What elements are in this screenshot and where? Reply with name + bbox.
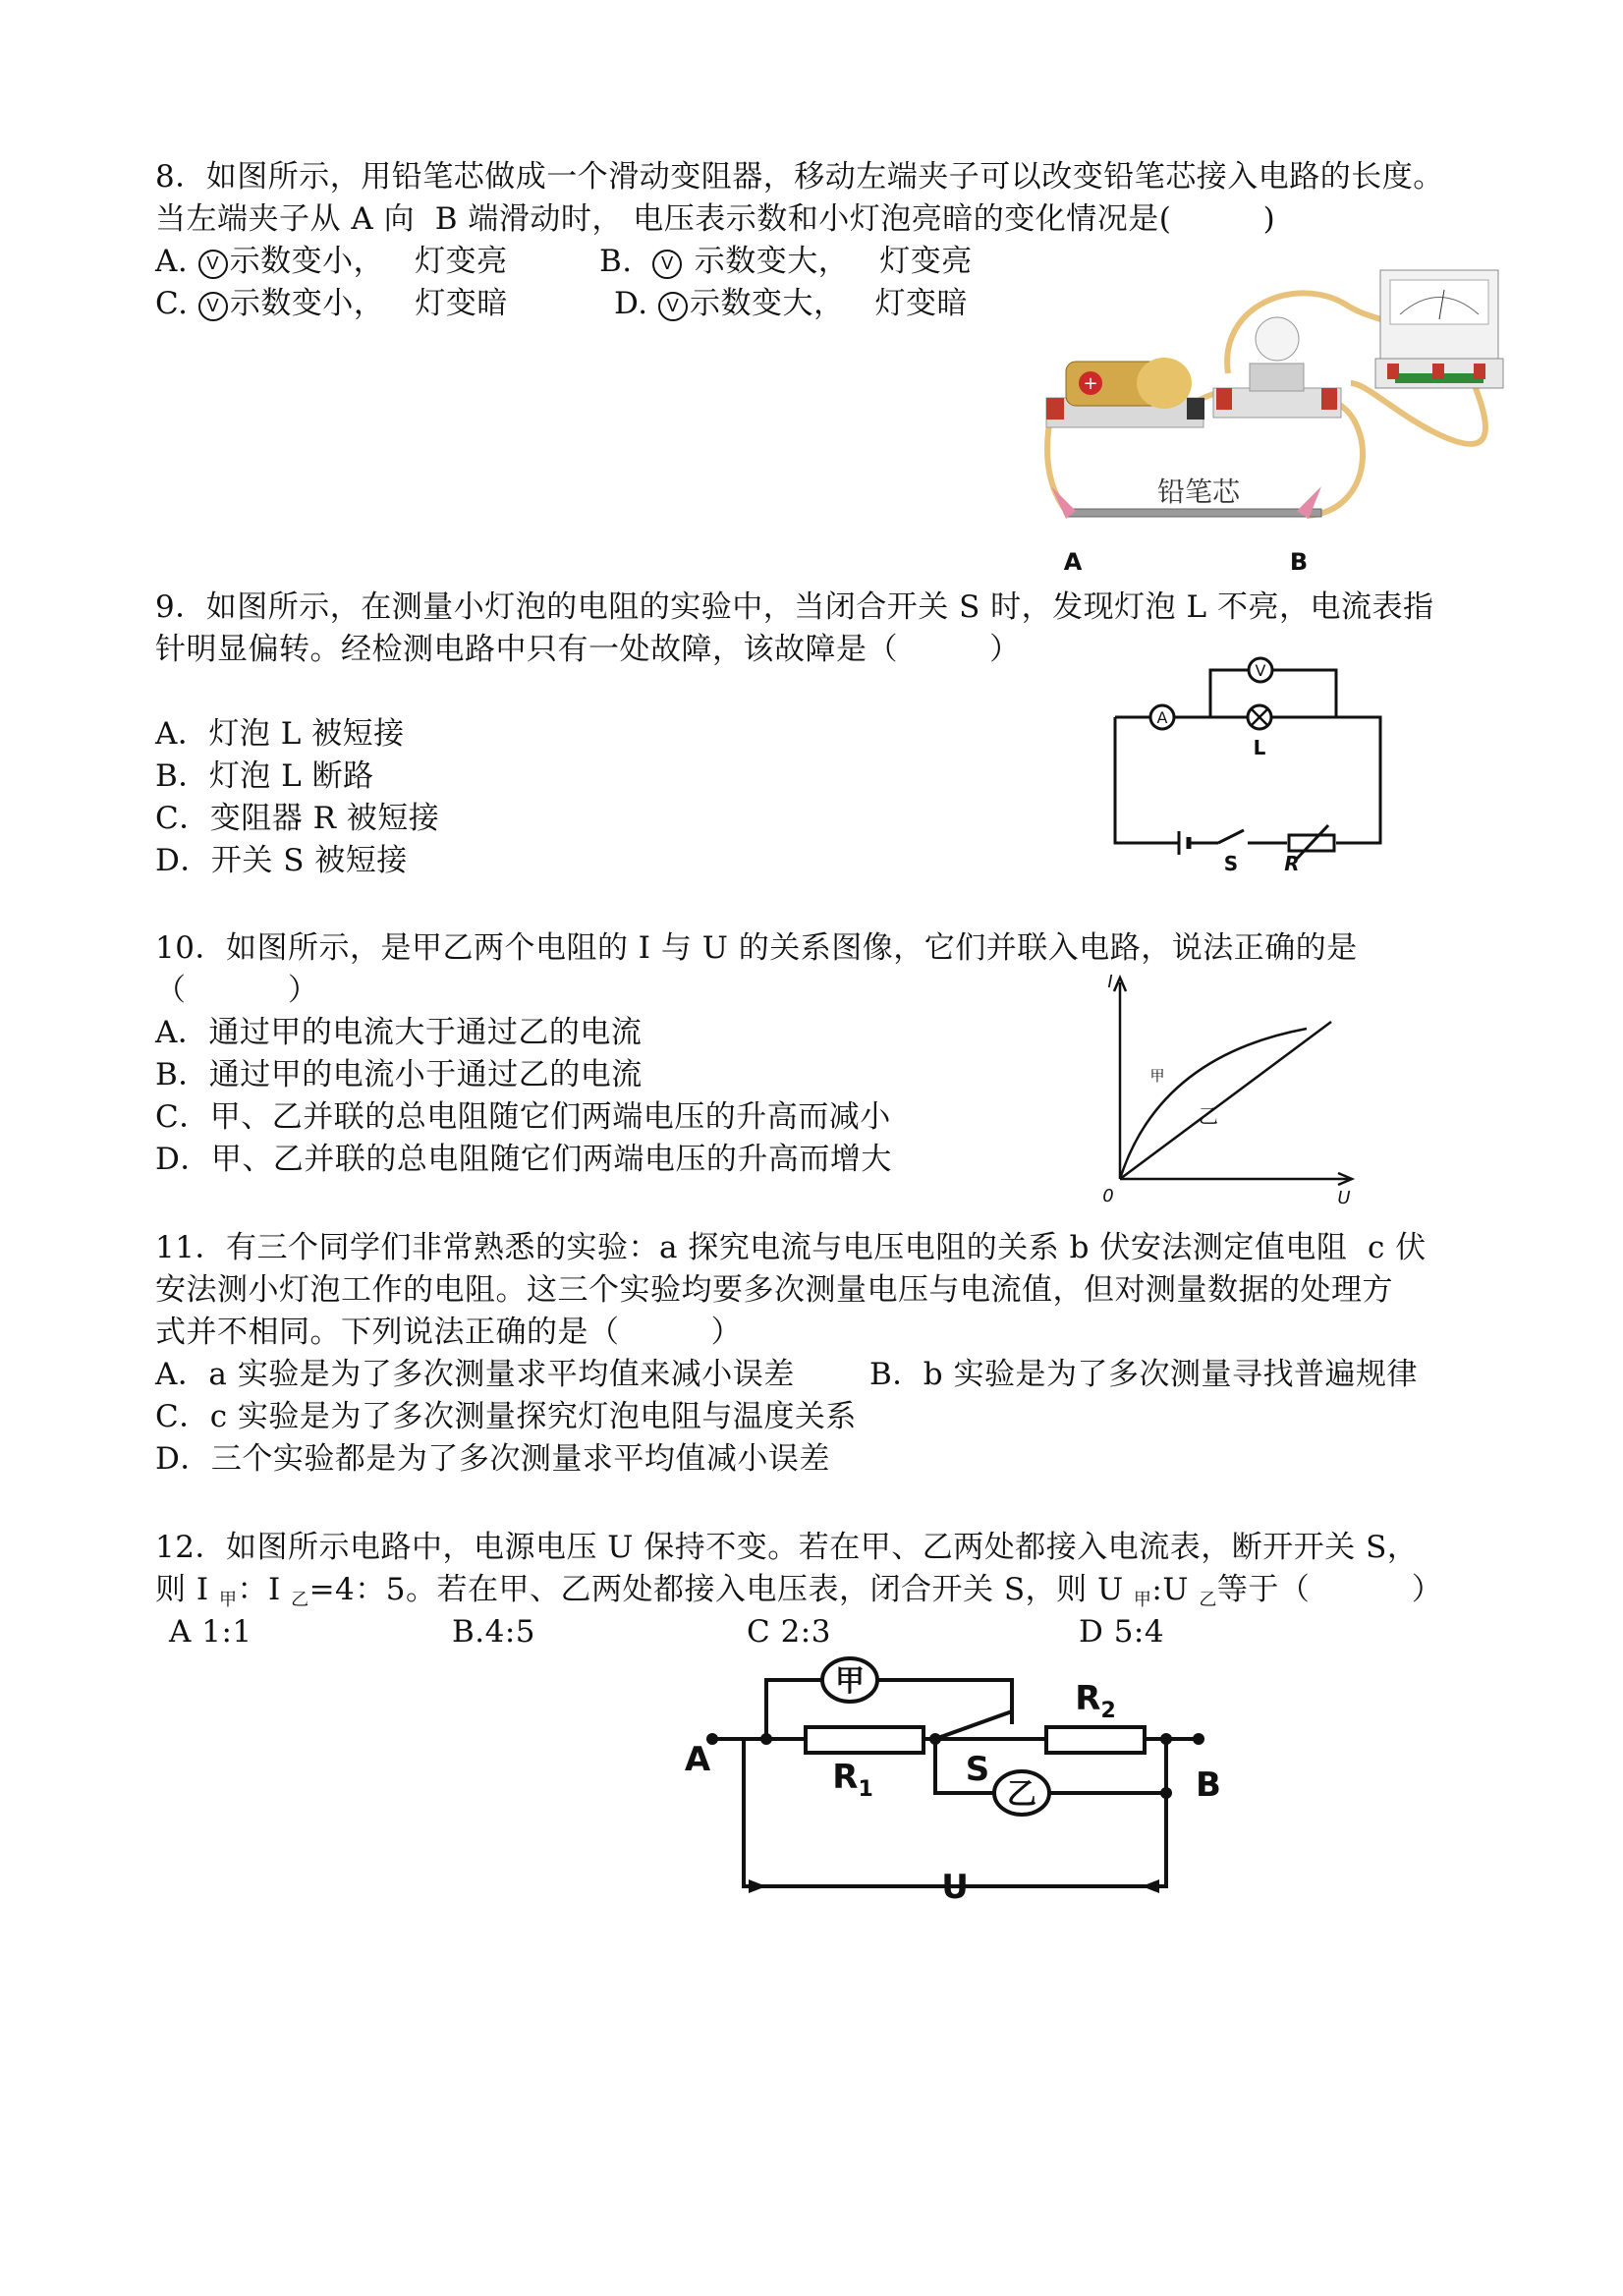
- q9-circuit-diagram: [1100, 648, 1395, 884]
- option-text: 示数变小， 灯变亮: [229, 244, 508, 279]
- q8-option-b: [599, 242, 973, 281]
- ammeter-icon: [1150, 705, 1174, 729]
- q12-stem-line1: 12．如图所示电路中，电源电压 U 保持不变。若在甲、乙两处都接入电流表，断开开关 S，: [155, 1530, 1419, 1565]
- q9-option-c: C．变阻器 R 被短接: [155, 801, 440, 836]
- subscript-jia: 甲: [1133, 1590, 1152, 1610]
- line-yi: [1120, 1022, 1331, 1179]
- voltage-u-label: U: [941, 1868, 969, 1907]
- stem-text: 等于（ ）: [1216, 1572, 1443, 1607]
- junction-dot: [1160, 1787, 1172, 1799]
- point-b-label: B: [1289, 548, 1309, 576]
- stem-text: =4：5。若在甲、乙两处都接入电压表，闭合开关 S，则 U: [308, 1572, 1134, 1607]
- resistor-r2: [1046, 1727, 1145, 1753]
- point-a-label: A: [1063, 548, 1083, 576]
- option-text: 示数变大， 灯变暗: [689, 286, 969, 321]
- u-axis-label: U: [1337, 1188, 1351, 1208]
- q11-stem-line1: 11．有三个同学们非常熟悉的实验：a 探究电流与电压电阻的关系 b 伏安法测定值电阻 c 伏: [155, 1230, 1427, 1265]
- terminal-b-dot: [1193, 1733, 1204, 1745]
- line-yi-label: 乙: [1199, 1104, 1218, 1128]
- rheostat-label: R: [1284, 852, 1300, 875]
- q12-option-b: B.4:5: [452, 1614, 536, 1650]
- q9-stem-line1: 9．如图所示，在测量小灯泡的电阻的实验中，当闭合开关 S 时，发现灯泡 L 不亮，电流表指: [155, 589, 1434, 625]
- meter-jia-label: 甲: [835, 1664, 865, 1699]
- q11-option-b: B．b 实验是为了多次测量寻找普遍规律: [869, 1357, 1418, 1392]
- q11-option-c: C．c 实验是为了多次测量探究灯泡电阻与温度关系: [155, 1399, 857, 1434]
- meter-yi-label: 乙: [1007, 1777, 1036, 1812]
- switch-label: S: [965, 1750, 990, 1789]
- q12-option-a: A 1:1: [169, 1614, 252, 1650]
- q9-stem-line2: 针明显偏转。经检测电路中只有一处故障，该故障是（ ）: [155, 632, 1021, 667]
- voltmeter-symbol-icon: V: [658, 292, 688, 321]
- subscript-yi: 乙: [291, 1590, 309, 1610]
- junction-dot: [760, 1733, 772, 1745]
- pencil-lead: [1066, 509, 1321, 517]
- ammeter-label: A: [1156, 708, 1168, 727]
- meter-yi-icon: [994, 1771, 1049, 1815]
- arrow-left-icon: [749, 1879, 766, 1893]
- option-label: B.: [599, 244, 633, 279]
- q10-option-c: C．甲、乙并联的总电阻随它们两端电压的升高而减小: [155, 1099, 891, 1135]
- wire: [1351, 383, 1485, 444]
- q11-stem-line3: 式并不相同。下列说法正确的是（ ）: [155, 1315, 743, 1350]
- r1-subscript: 1: [858, 1777, 873, 1802]
- resistor-r1-label: [832, 1758, 873, 1802]
- q10-option-d: D．甲、乙并联的总电阻随它们两端电压的升高而增大: [155, 1142, 892, 1177]
- svg-text:+: +: [1083, 373, 1098, 394]
- lamp-icon: [1248, 705, 1271, 729]
- option-label: D.: [614, 286, 648, 321]
- stem-text: ：I: [237, 1572, 292, 1607]
- junction-dot: [1160, 1733, 1172, 1745]
- junction-dot: [929, 1733, 941, 1745]
- voltmeter-icon: [1375, 270, 1503, 388]
- resistor-r1: [806, 1727, 923, 1753]
- q8-circuit-photo: [1022, 265, 1513, 580]
- origin-label: 0: [1102, 1186, 1114, 1206]
- q8-option-a: [155, 242, 508, 281]
- q10-option-b: B．通过甲的电流小于通过乙的电流: [155, 1057, 643, 1092]
- q9-option-d: D．开关 S 被短接: [155, 843, 408, 878]
- q11-option-d: D．三个实验都是为了多次测量求平均值减小误差: [155, 1441, 830, 1477]
- meter-jia-icon: [822, 1658, 877, 1702]
- subscript-jia: 甲: [218, 1590, 238, 1610]
- battery-icon: [1046, 358, 1204, 427]
- arrow-right-icon: [1142, 1879, 1159, 1893]
- curve-jia-label: 甲: [1149, 1067, 1165, 1085]
- option-label: C.: [155, 286, 189, 321]
- terminal-b-label: B: [1196, 1765, 1221, 1805]
- q12-option-c: C 2:3: [747, 1614, 831, 1650]
- subscript-yi: 乙: [1199, 1590, 1217, 1610]
- switch-label: S: [1223, 852, 1239, 875]
- q8-option-d: [614, 284, 968, 323]
- q8-stem-line1: 8．如图所示，用铅笔芯做成一个滑动变阻器，移动左端夹子可以改变铅笔芯接入电路的长度。: [155, 159, 1444, 195]
- r2-letter: R: [1075, 1679, 1101, 1718]
- stem-text: :U: [1151, 1572, 1200, 1607]
- q9-option-a: A．灯泡 L 被短接: [155, 716, 405, 752]
- q9-option-b: B．灯泡 L 断路: [155, 758, 374, 794]
- voltmeter-symbol-icon: V: [198, 250, 228, 279]
- i-axis-label: I: [1107, 972, 1113, 992]
- r1-letter: R: [832, 1758, 859, 1797]
- q11-stem-line2: 安法测小灯泡工作的电阻。这三个实验均要多次测量电压与电流值，但对测量数据的处理方: [155, 1272, 1393, 1308]
- q10-stem-line1: 10．如图所示，是甲乙两个电阻的 I 与 U 的关系图像，它们并联入电路，说法正确的是: [155, 930, 1358, 966]
- option-text: 示数变大， 灯变亮: [684, 244, 973, 279]
- q10-iu-graph: [1081, 968, 1375, 1213]
- voltmeter-icon: [1249, 658, 1272, 682]
- q12-circuit-diagram: [678, 1651, 1238, 1916]
- r2-subscript: 2: [1100, 1699, 1116, 1723]
- voltmeter-symbol-icon: V: [198, 292, 228, 321]
- option-label: A.: [155, 244, 189, 279]
- lamp-label: L: [1253, 736, 1266, 759]
- q11-option-a: A．a 实验是为了多次测量求平均值来减小误差: [155, 1357, 795, 1392]
- pencil-label: 铅笔芯: [1156, 476, 1241, 508]
- q8-option-c: [155, 284, 508, 323]
- resistor-r2-label: [1075, 1679, 1116, 1723]
- q10-stem-line2: （ ）: [155, 973, 319, 1008]
- terminal-a-label: A: [684, 1740, 711, 1779]
- voltmeter-label: V: [1255, 661, 1266, 680]
- q10-option-a: A．通过甲的电流大于通过乙的电流: [155, 1015, 643, 1050]
- stem-text: 则 I: [155, 1572, 219, 1607]
- option-text: 示数变小， 灯变暗: [229, 286, 508, 321]
- q12-option-d: D 5:4: [1079, 1614, 1165, 1650]
- voltmeter-symbol-icon: V: [652, 250, 682, 279]
- q8-stem-line2: 当左端夹子从 A 向 B 端滑动时， 电压表示数和小灯泡亮暗的变化情况是( ): [155, 201, 1276, 237]
